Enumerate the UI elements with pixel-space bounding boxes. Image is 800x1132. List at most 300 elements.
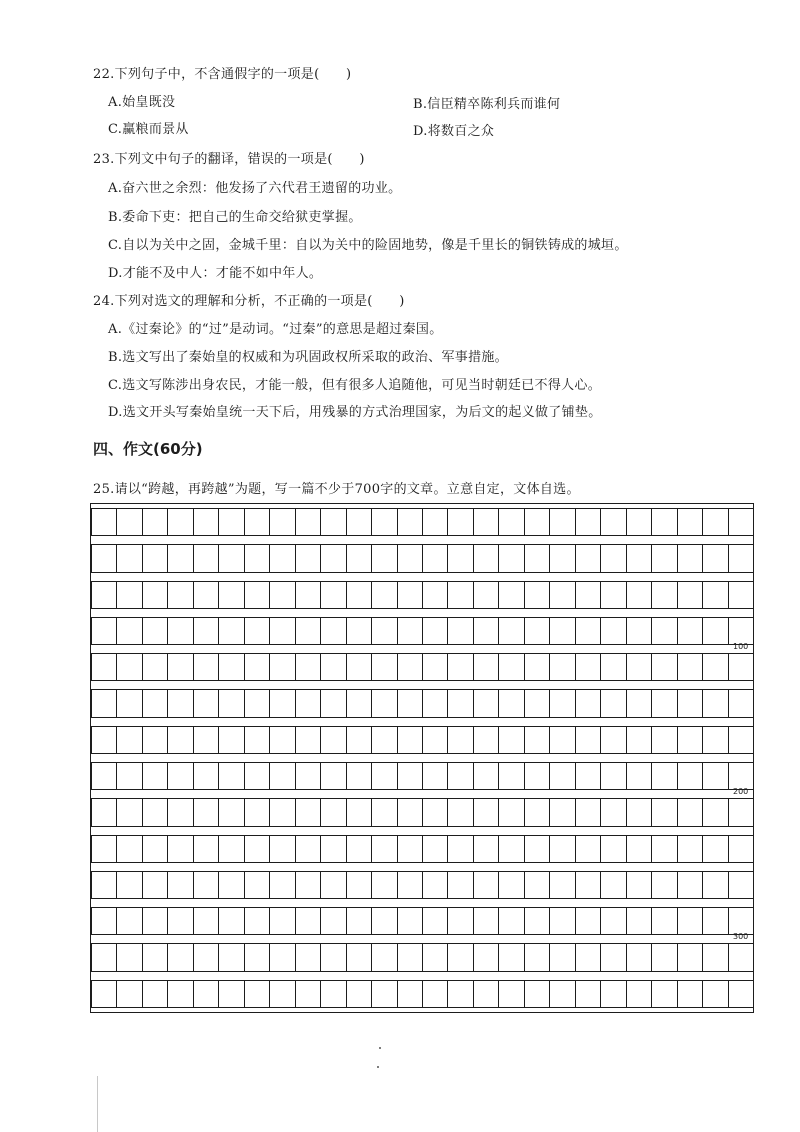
- grid-cell[interactable]: [346, 508, 372, 536]
- grid-cell[interactable]: [651, 871, 677, 899]
- grid-cell[interactable]: [651, 835, 677, 863]
- grid-cell[interactable]: [702, 544, 728, 572]
- grid-cell[interactable]: [91, 835, 117, 863]
- grid-cell[interactable]: [651, 943, 677, 971]
- grid-cell[interactable]: [91, 581, 117, 609]
- grid-cell[interactable]: [524, 726, 550, 754]
- grid-cell[interactable]: [422, 871, 448, 899]
- grid-cell[interactable]: [269, 762, 295, 790]
- grid-cell[interactable]: [116, 980, 142, 1008]
- grid-cell[interactable]: [549, 835, 575, 863]
- grid-cell[interactable]: [244, 653, 270, 681]
- grid-cell[interactable]: [346, 617, 372, 645]
- grid-cell[interactable]: [218, 798, 244, 826]
- grid-cell[interactable]: [473, 508, 499, 536]
- grid-cell[interactable]: [677, 907, 703, 935]
- grid-cell[interactable]: [91, 798, 117, 826]
- grid-cell[interactable]: [116, 762, 142, 790]
- grid-cell[interactable]: [320, 835, 346, 863]
- grid-cell[interactable]: [626, 617, 652, 645]
- grid-cell[interactable]: [651, 544, 677, 572]
- grid-cell[interactable]: [498, 943, 524, 971]
- grid-cell[interactable]: [600, 871, 626, 899]
- grid-cell[interactable]: [346, 835, 372, 863]
- grid-cell[interactable]: [702, 980, 728, 1008]
- grid-cell[interactable]: [371, 871, 397, 899]
- grid-cell[interactable]: [193, 798, 219, 826]
- grid-cell[interactable]: [244, 726, 270, 754]
- grid-cell[interactable]: [447, 617, 473, 645]
- grid-cell[interactable]: [397, 508, 423, 536]
- grid-cell[interactable]: [320, 943, 346, 971]
- grid-cell[interactable]: [167, 544, 193, 572]
- grid-cell[interactable]: [244, 508, 270, 536]
- grid-cell[interactable]: [142, 508, 168, 536]
- grid-cell[interactable]: [91, 617, 117, 645]
- grid-cell[interactable]: [702, 726, 728, 754]
- grid-cell[interactable]: [91, 762, 117, 790]
- grid-cell[interactable]: [91, 508, 117, 536]
- grid-cell[interactable]: [498, 762, 524, 790]
- grid-cell[interactable]: [549, 581, 575, 609]
- grid-cell[interactable]: [651, 980, 677, 1008]
- grid-cell[interactable]: [473, 726, 499, 754]
- grid-cell[interactable]: [447, 544, 473, 572]
- grid-cell[interactable]: [524, 762, 550, 790]
- grid-cell[interactable]: [346, 980, 372, 1008]
- grid-cell[interactable]: [728, 508, 754, 536]
- grid-cell[interactable]: [524, 653, 550, 681]
- grid-cell[interactable]: [728, 581, 754, 609]
- grid-cell[interactable]: [320, 653, 346, 681]
- grid-cell[interactable]: [244, 617, 270, 645]
- grid-cell[interactable]: [600, 762, 626, 790]
- grid-cell[interactable]: [269, 544, 295, 572]
- grid-cell[interactable]: [218, 544, 244, 572]
- grid-cell[interactable]: [498, 871, 524, 899]
- grid-cell[interactable]: [473, 943, 499, 971]
- grid-cell[interactable]: [447, 871, 473, 899]
- grid-cell[interactable]: [346, 943, 372, 971]
- grid-cell[interactable]: [498, 581, 524, 609]
- grid-cell[interactable]: [600, 581, 626, 609]
- grid-cell[interactable]: [626, 835, 652, 863]
- grid-cell[interactable]: [269, 508, 295, 536]
- grid-cell[interactable]: [91, 689, 117, 717]
- grid-cell[interactable]: [422, 544, 448, 572]
- grid-cell[interactable]: [346, 762, 372, 790]
- grid-cell[interactable]: [371, 762, 397, 790]
- grid-cell[interactable]: [371, 508, 397, 536]
- grid-cell[interactable]: [549, 544, 575, 572]
- grid-cell[interactable]: [626, 980, 652, 1008]
- grid-cell[interactable]: [575, 726, 601, 754]
- grid-cell[interactable]: [600, 798, 626, 826]
- grid-cell[interactable]: [269, 726, 295, 754]
- grid-cell[interactable]: [167, 581, 193, 609]
- grid-cell[interactable]: [193, 689, 219, 717]
- grid-cell[interactable]: [702, 762, 728, 790]
- grid-cell[interactable]: [91, 943, 117, 971]
- grid-cell[interactable]: [447, 689, 473, 717]
- grid-cell[interactable]: [193, 581, 219, 609]
- grid-cell[interactable]: [269, 835, 295, 863]
- grid-cell[interactable]: [677, 508, 703, 536]
- grid-cell[interactable]: [575, 689, 601, 717]
- grid-cell[interactable]: [651, 798, 677, 826]
- grid-cell[interactable]: [371, 617, 397, 645]
- grid-cell[interactable]: [498, 689, 524, 717]
- grid-cell[interactable]: [295, 617, 321, 645]
- grid-cell[interactable]: [651, 617, 677, 645]
- grid-cell[interactable]: [346, 798, 372, 826]
- grid-cell[interactable]: [346, 581, 372, 609]
- grid-cell[interactable]: [91, 726, 117, 754]
- grid-cell[interactable]: [677, 943, 703, 971]
- grid-cell[interactable]: [142, 980, 168, 1008]
- grid-cell[interactable]: [600, 980, 626, 1008]
- grid-cell[interactable]: [320, 798, 346, 826]
- grid-cell[interactable]: [549, 726, 575, 754]
- grid-cell[interactable]: [371, 835, 397, 863]
- grid-cell[interactable]: [218, 762, 244, 790]
- grid-cell[interactable]: [473, 617, 499, 645]
- grid-cell[interactable]: [116, 726, 142, 754]
- grid-cell[interactable]: [320, 617, 346, 645]
- grid-cell[interactable]: [269, 689, 295, 717]
- grid-cell[interactable]: [677, 544, 703, 572]
- grid-cell[interactable]: [167, 980, 193, 1008]
- grid-cell[interactable]: [651, 581, 677, 609]
- grid-cell[interactable]: [397, 726, 423, 754]
- grid-cell[interactable]: [728, 871, 754, 899]
- grid-cell[interactable]: [295, 835, 321, 863]
- grid-cell[interactable]: [116, 798, 142, 826]
- grid-cell[interactable]: [269, 581, 295, 609]
- grid-cell[interactable]: [91, 544, 117, 572]
- grid-cell[interactable]: [422, 835, 448, 863]
- grid-cell[interactable]: [524, 544, 550, 572]
- grid-cell[interactable]: [116, 581, 142, 609]
- grid-cell[interactable]: [575, 762, 601, 790]
- grid-cell[interactable]: [397, 835, 423, 863]
- grid-cell[interactable]: [626, 581, 652, 609]
- grid-cell[interactable]: [728, 617, 754, 645]
- grid-cell[interactable]: [116, 617, 142, 645]
- grid-cell[interactable]: [295, 653, 321, 681]
- grid-cell[interactable]: [116, 835, 142, 863]
- grid-cell[interactable]: [320, 581, 346, 609]
- grid-cell[interactable]: [651, 762, 677, 790]
- grid-cell[interactable]: [728, 653, 754, 681]
- grid-cell[interactable]: [218, 907, 244, 935]
- grid-cell[interactable]: [473, 871, 499, 899]
- grid-cell[interactable]: [728, 726, 754, 754]
- grid-cell[interactable]: [142, 871, 168, 899]
- grid-cell[interactable]: [244, 980, 270, 1008]
- grid-cell[interactable]: [244, 943, 270, 971]
- grid-cell[interactable]: [447, 835, 473, 863]
- grid-cell[interactable]: [371, 907, 397, 935]
- grid-cell[interactable]: [371, 726, 397, 754]
- grid-cell[interactable]: [193, 726, 219, 754]
- grid-cell[interactable]: [116, 544, 142, 572]
- grid-cell[interactable]: [498, 980, 524, 1008]
- grid-cell[interactable]: [371, 943, 397, 971]
- grid-cell[interactable]: [524, 907, 550, 935]
- grid-cell[interactable]: [397, 943, 423, 971]
- grid-cell[interactable]: [193, 980, 219, 1008]
- grid-cell[interactable]: [371, 689, 397, 717]
- grid-cell[interactable]: [116, 907, 142, 935]
- grid-cell[interactable]: [397, 980, 423, 1008]
- grid-cell[interactable]: [167, 726, 193, 754]
- grid-cell[interactable]: [473, 907, 499, 935]
- grid-cell[interactable]: [728, 835, 754, 863]
- grid-cell[interactable]: [702, 907, 728, 935]
- grid-cell[interactable]: [218, 835, 244, 863]
- grid-cell[interactable]: [702, 871, 728, 899]
- grid-cell[interactable]: [498, 835, 524, 863]
- grid-cell[interactable]: [575, 581, 601, 609]
- grid-cell[interactable]: [524, 835, 550, 863]
- grid-cell[interactable]: [422, 907, 448, 935]
- grid-cell[interactable]: [575, 508, 601, 536]
- grid-cell[interactable]: [575, 943, 601, 971]
- grid-cell[interactable]: [651, 907, 677, 935]
- grid-cell[interactable]: [193, 907, 219, 935]
- grid-cell[interactable]: [218, 726, 244, 754]
- grid-cell[interactable]: [116, 943, 142, 971]
- grid-cell[interactable]: [498, 726, 524, 754]
- grid-cell[interactable]: [600, 689, 626, 717]
- grid-cell[interactable]: [218, 980, 244, 1008]
- grid-cell[interactable]: [626, 943, 652, 971]
- grid-cell[interactable]: [677, 653, 703, 681]
- grid-cell[interactable]: [422, 581, 448, 609]
- grid-cell[interactable]: [142, 943, 168, 971]
- grid-cell[interactable]: [677, 762, 703, 790]
- grid-cell[interactable]: [346, 689, 372, 717]
- grid-cell[interactable]: [167, 907, 193, 935]
- grid-cell[interactable]: [498, 653, 524, 681]
- grid-cell[interactable]: [549, 617, 575, 645]
- grid-cell[interactable]: [728, 762, 754, 790]
- grid-cell[interactable]: [447, 581, 473, 609]
- grid-cell[interactable]: [269, 617, 295, 645]
- grid-cell[interactable]: [320, 544, 346, 572]
- grid-cell[interactable]: [447, 943, 473, 971]
- grid-cell[interactable]: [371, 581, 397, 609]
- grid-cell[interactable]: [244, 835, 270, 863]
- grid-cell[interactable]: [218, 581, 244, 609]
- grid-cell[interactable]: [218, 617, 244, 645]
- grid-cell[interactable]: [575, 980, 601, 1008]
- grid-cell[interactable]: [244, 798, 270, 826]
- grid-cell[interactable]: [142, 581, 168, 609]
- grid-cell[interactable]: [269, 798, 295, 826]
- grid-cell[interactable]: [397, 689, 423, 717]
- grid-cell[interactable]: [346, 544, 372, 572]
- grid-cell[interactable]: [422, 943, 448, 971]
- grid-cell[interactable]: [269, 907, 295, 935]
- grid-cell[interactable]: [626, 653, 652, 681]
- grid-cell[interactable]: [447, 907, 473, 935]
- grid-cell[interactable]: [91, 653, 117, 681]
- grid-cell[interactable]: [600, 907, 626, 935]
- grid-cell[interactable]: [116, 689, 142, 717]
- grid-cell[interactable]: [626, 762, 652, 790]
- grid-cell[interactable]: [320, 762, 346, 790]
- grid-cell[interactable]: [422, 798, 448, 826]
- grid-cell[interactable]: [728, 798, 754, 826]
- grid-cell[interactable]: [524, 689, 550, 717]
- grid-cell[interactable]: [575, 907, 601, 935]
- grid-cell[interactable]: [193, 617, 219, 645]
- grid-cell[interactable]: [218, 653, 244, 681]
- grid-cell[interactable]: [193, 871, 219, 899]
- grid-cell[interactable]: [397, 544, 423, 572]
- grid-cell[interactable]: [269, 980, 295, 1008]
- grid-cell[interactable]: [702, 653, 728, 681]
- grid-cell[interactable]: [167, 689, 193, 717]
- grid-cell[interactable]: [651, 508, 677, 536]
- grid-cell[interactable]: [549, 762, 575, 790]
- grid-cell[interactable]: [422, 617, 448, 645]
- grid-cell[interactable]: [600, 617, 626, 645]
- grid-cell[interactable]: [626, 689, 652, 717]
- grid-cell[interactable]: [626, 798, 652, 826]
- grid-cell[interactable]: [549, 907, 575, 935]
- grid-cell[interactable]: [549, 980, 575, 1008]
- grid-cell[interactable]: [626, 907, 652, 935]
- grid-cell[interactable]: [142, 907, 168, 935]
- grid-cell[interactable]: [575, 871, 601, 899]
- grid-cell[interactable]: [142, 544, 168, 572]
- grid-cell[interactable]: [702, 689, 728, 717]
- grid-cell[interactable]: [728, 689, 754, 717]
- grid-cell[interactable]: [702, 508, 728, 536]
- grid-cell[interactable]: [498, 544, 524, 572]
- grid-cell[interactable]: [269, 943, 295, 971]
- grid-cell[interactable]: [677, 871, 703, 899]
- grid-cell[interactable]: [728, 980, 754, 1008]
- grid-cell[interactable]: [549, 798, 575, 826]
- grid-cell[interactable]: [677, 980, 703, 1008]
- grid-cell[interactable]: [295, 943, 321, 971]
- grid-cell[interactable]: [524, 980, 550, 1008]
- grid-cell[interactable]: [142, 835, 168, 863]
- grid-cell[interactable]: [295, 508, 321, 536]
- grid-cell[interactable]: [295, 544, 321, 572]
- grid-cell[interactable]: [524, 508, 550, 536]
- grid-cell[interactable]: [600, 544, 626, 572]
- grid-cell[interactable]: [91, 907, 117, 935]
- grid-cell[interactable]: [473, 980, 499, 1008]
- grid-cell[interactable]: [422, 726, 448, 754]
- grid-cell[interactable]: [549, 871, 575, 899]
- grid-cell[interactable]: [651, 726, 677, 754]
- grid-cell[interactable]: [677, 581, 703, 609]
- grid-cell[interactable]: [397, 907, 423, 935]
- grid-cell[interactable]: [549, 508, 575, 536]
- grid-cell[interactable]: [193, 508, 219, 536]
- grid-cell[interactable]: [167, 798, 193, 826]
- grid-cell[interactable]: [600, 653, 626, 681]
- grid-cell[interactable]: [116, 653, 142, 681]
- grid-cell[interactable]: [320, 508, 346, 536]
- grid-cell[interactable]: [218, 943, 244, 971]
- grid-cell[interactable]: [473, 581, 499, 609]
- grid-cell[interactable]: [269, 871, 295, 899]
- grid-cell[interactable]: [320, 726, 346, 754]
- grid-cell[interactable]: [371, 798, 397, 826]
- grid-cell[interactable]: [193, 544, 219, 572]
- grid-cell[interactable]: [575, 835, 601, 863]
- grid-cell[interactable]: [91, 980, 117, 1008]
- grid-cell[interactable]: [473, 835, 499, 863]
- grid-cell[interactable]: [167, 508, 193, 536]
- grid-cell[interactable]: [498, 907, 524, 935]
- grid-cell[interactable]: [218, 871, 244, 899]
- grid-cell[interactable]: [244, 544, 270, 572]
- grid-cell[interactable]: [549, 689, 575, 717]
- grid-cell[interactable]: [473, 798, 499, 826]
- grid-cell[interactable]: [244, 689, 270, 717]
- grid-cell[interactable]: [677, 798, 703, 826]
- grid-cell[interactable]: [397, 798, 423, 826]
- grid-cell[interactable]: [371, 544, 397, 572]
- grid-cell[interactable]: [575, 544, 601, 572]
- grid-cell[interactable]: [549, 653, 575, 681]
- grid-cell[interactable]: [447, 508, 473, 536]
- grid-cell[interactable]: [600, 726, 626, 754]
- grid-cell[interactable]: [473, 689, 499, 717]
- grid-cell[interactable]: [626, 726, 652, 754]
- grid-cell[interactable]: [626, 544, 652, 572]
- grid-cell[interactable]: [498, 798, 524, 826]
- grid-cell[interactable]: [320, 871, 346, 899]
- grid-cell[interactable]: [167, 617, 193, 645]
- grid-cell[interactable]: [142, 689, 168, 717]
- grid-cell[interactable]: [498, 617, 524, 645]
- grid-cell[interactable]: [244, 762, 270, 790]
- grid-cell[interactable]: [295, 871, 321, 899]
- grid-cell[interactable]: [575, 617, 601, 645]
- grid-cell[interactable]: [142, 617, 168, 645]
- grid-cell[interactable]: [167, 871, 193, 899]
- grid-cell[interactable]: [295, 980, 321, 1008]
- grid-cell[interactable]: [269, 653, 295, 681]
- grid-cell[interactable]: [626, 508, 652, 536]
- grid-cell[interactable]: [295, 726, 321, 754]
- grid-cell[interactable]: [397, 581, 423, 609]
- grid-cell[interactable]: [728, 544, 754, 572]
- grid-cell[interactable]: [447, 762, 473, 790]
- grid-cell[interactable]: [320, 980, 346, 1008]
- grid-cell[interactable]: [295, 798, 321, 826]
- grid-cell[interactable]: [295, 907, 321, 935]
- grid-cell[interactable]: [397, 617, 423, 645]
- grid-cell[interactable]: [702, 943, 728, 971]
- grid-cell[interactable]: [447, 798, 473, 826]
- grid-cell[interactable]: [295, 689, 321, 717]
- grid-cell[interactable]: [167, 653, 193, 681]
- grid-cell[interactable]: [702, 835, 728, 863]
- grid-cell[interactable]: [473, 544, 499, 572]
- grid-cell[interactable]: [244, 871, 270, 899]
- grid-cell[interactable]: [677, 617, 703, 645]
